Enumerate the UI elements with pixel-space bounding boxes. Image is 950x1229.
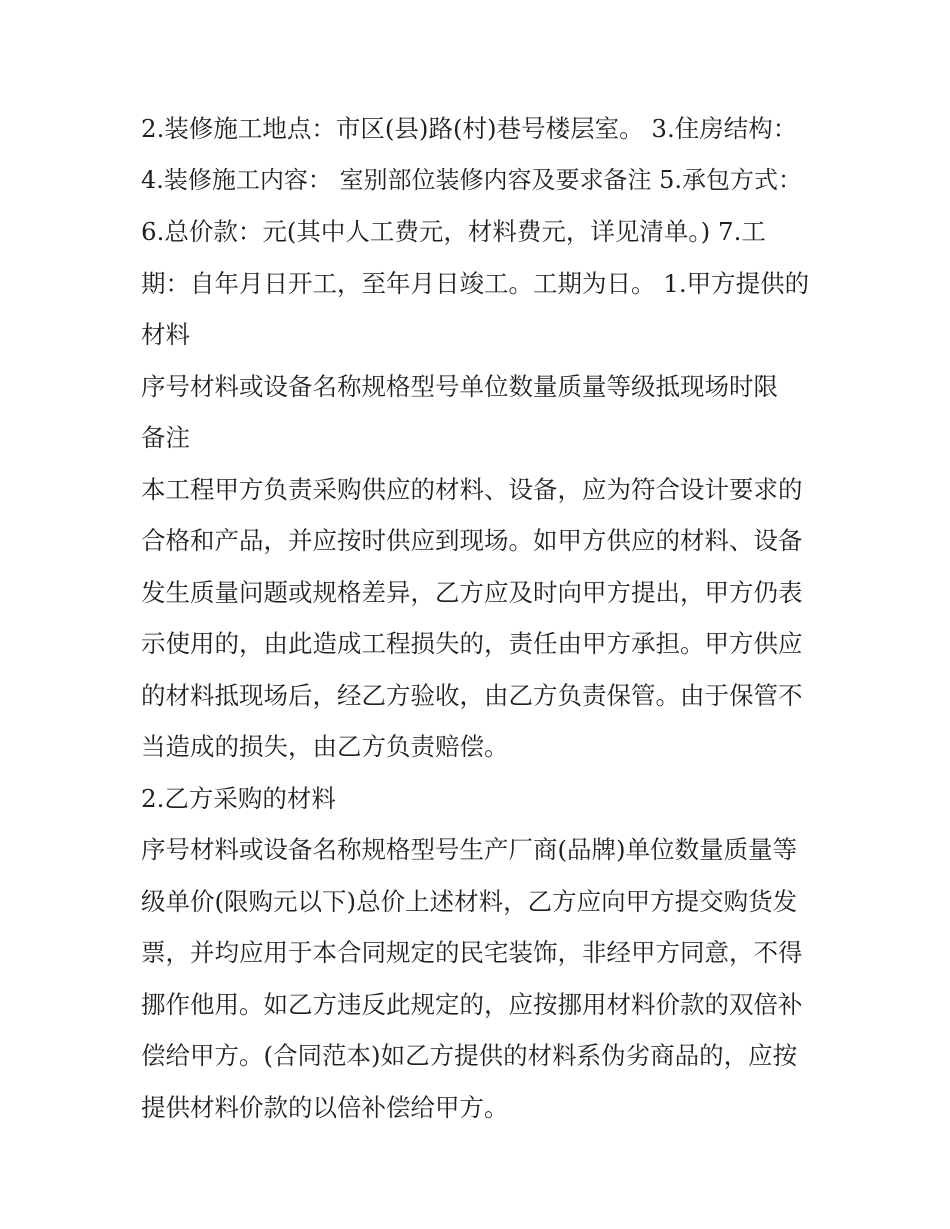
text-line: 当造成的损失，由乙方负责赔偿。 bbox=[141, 732, 509, 761]
text-line: 序号材料或设备名称规格型号生产厂商(品牌)单位数量质量等 bbox=[141, 835, 798, 864]
text-line: 本工程甲方负责采购供应的材料、设备，应为符合设计要求的 bbox=[141, 474, 803, 504]
text-line: 发生质量问题或规格差异，乙方应及时向甲方提出，甲方仍表 bbox=[141, 577, 803, 607]
text-line: 备注 bbox=[141, 423, 190, 452]
text-line: 提供材料价款的以倍补偿给甲方。 bbox=[141, 1092, 509, 1122]
contract-body-text bbox=[141, 103, 813, 1133]
text-line: 示使用的，由此造成工程损失的，责任由甲方承担。甲方供应 bbox=[141, 629, 803, 658]
text-line: 的材料抵现场后，经乙方验收，由乙方负责保管。由于保管不 bbox=[141, 680, 803, 710]
text-line: 票，并均应用于本合同规定的民宅装饰，非经甲方同意，不得 bbox=[141, 938, 803, 967]
text-line: 合格和产品，并应按时供应到现场。如甲方供应的材料、设备 bbox=[141, 526, 803, 555]
text-line: 挪作他用。如乙方违反此规定的，应按挪用材料价款的双倍补 bbox=[141, 989, 803, 1019]
text-line: 2.装修施工地点：市区(县)路(村)巷号楼层室。 3.住房结构： bbox=[141, 114, 798, 143]
text-line: 级单价(限购元以下)总价上述材料，乙方应向甲方提交购货发 bbox=[141, 886, 798, 916]
text-line: 偿给甲方。(合同范本)如乙方提供的材料系伪劣商品的，应按 bbox=[141, 1041, 798, 1070]
section-heading: 2.乙方采购的材料 bbox=[141, 783, 336, 813]
text-line: 序号材料或设备名称规格型号单位数量质量等级抵现场时限 bbox=[141, 371, 778, 401]
text-line: 6.总价款：元(其中人工费元，材料费元，详见清单。) 7.工 bbox=[141, 217, 766, 246]
text-line: 材料 bbox=[141, 320, 190, 349]
text-line: 期：自年月日开工，至年月日竣工。工期为日。 1.甲方提供的 bbox=[141, 268, 810, 298]
text-line: 4.装修施工内容： 室别部位装修内容及要求备注 5.承包方式： bbox=[141, 165, 803, 194]
